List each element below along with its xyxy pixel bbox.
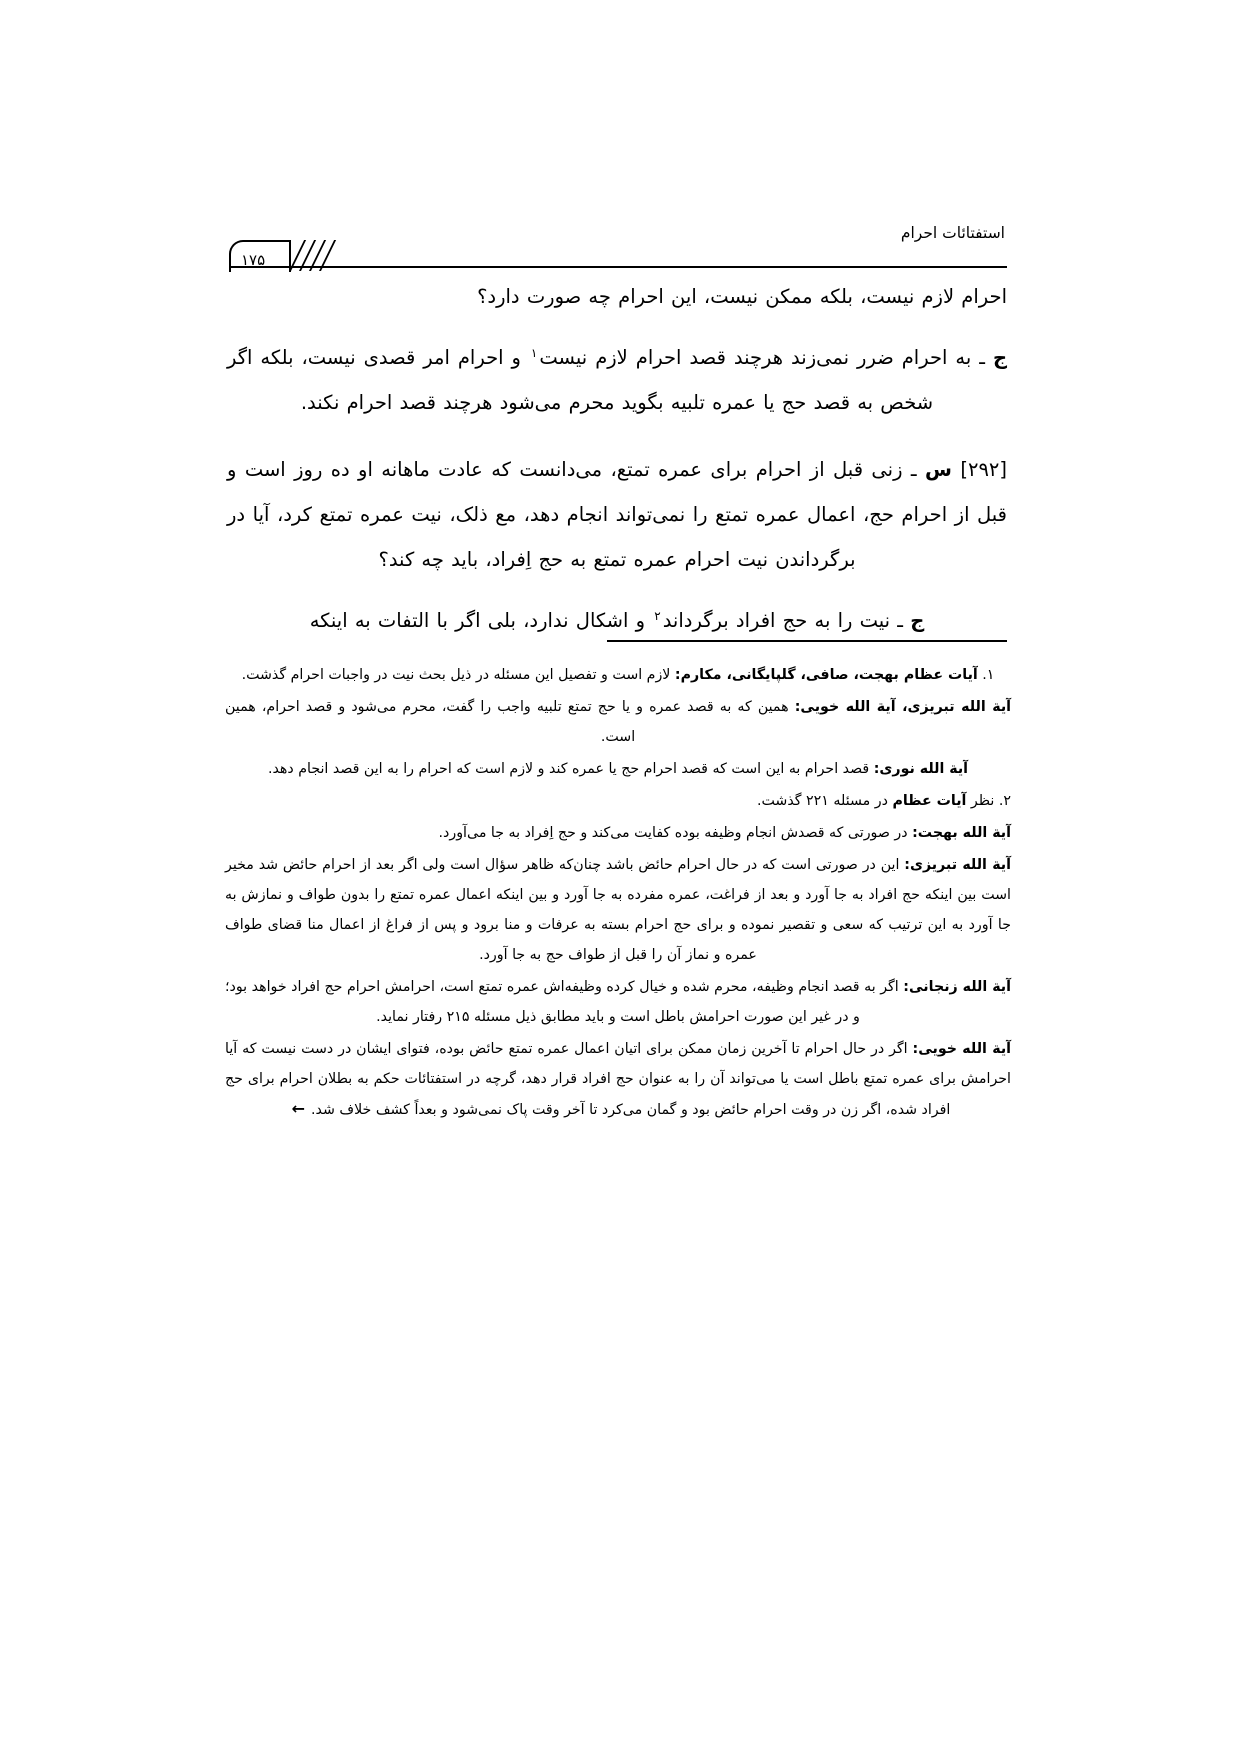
- footnote-area: [225, 660, 1011, 1127]
- answer-2-label: ج: [910, 609, 925, 632]
- footnote-1-text-b: همین که به قصد عمره و یا حج تمتع تلبیه واجب را گفت، محرم می‌شود و قصد احرام، همین است.: [225, 699, 789, 745]
- footnote-2-text-b: این در صورتی است که در حال احرام حائض باشد چنان‌که ظاهر سؤال است ولی اگر بعد از احرام حائض شد مخیر است بین اینکه حج افراد به جا آورد و بعد از فراغت، عمره مفرده به جا آورد و بین اینکه اعمال عمره تمتع را بدون طواف و نمازش به جا آورد به این ترتیب که سعی و تقصیر نموده و برای حج احرام بسته به عرفات و منا برود و پس از فراغ از اعمال منا قضای طواف عمره و نماز آن را قبل از طواف حج به جا آورد.: [225, 857, 1011, 963]
- page-number: ۱۷۵: [241, 251, 266, 269]
- footnote-ref-2: ۲: [654, 608, 661, 623]
- footnote-1: [225, 660, 1011, 690]
- running-title: استفتائات احرام: [900, 224, 1005, 242]
- footnote-1-marker: ۱.: [982, 667, 995, 683]
- footnote-1-authority-a: آیات عظام بهجت، صافی، گلپایگانی، مکارم:: [674, 667, 978, 683]
- footnote-2-entry-b: [225, 850, 1011, 970]
- paragraph-question-292: [227, 447, 1007, 582]
- footnote-2-text-d: اگر در حال احرام تا آخرین زمان ممکن برای اتیان اعمال عمره تمتع حائض بوده، فتوای ایشان در دست نیست که آیا احرامش برای عمره تمتع باطل است یا می‌تواند آن را به عنوان حج افراد قرار دهد، گرچه در استفتائات حکم به بطلان احرام برای حج افراد شده، اگر زن در وقت احرام حائض بود و گمان می‌کرد تا آخر وقت پاک نمی‌شود و بعداً کشف خلاف شد.: [225, 1041, 1011, 1118]
- body-text: [227, 274, 1007, 659]
- footnote-1-entry-b: [225, 692, 1011, 752]
- footnote-2-marker: ۲.: [998, 793, 1011, 809]
- footnote-2-text-c: اگر به قصد انجام وظیفه، محرم شده و خیال کرده وظیفه‌اش عمره تمتع است، احرامش احرام حج افراد خواهد بود؛ و در غیر این صورت احرامش باطل است و باید مطابق ذیل مسئله ۲۱۵ رفتار نماید.: [225, 979, 899, 1025]
- answer-2-text-before-note: نیت را به حج افراد برگرداند: [662, 609, 891, 632]
- footnote-2-entry-a: [225, 818, 1011, 848]
- footnote-1-authority-c: آیة الله نوری:: [873, 761, 969, 777]
- footnote-2-text-a: در صورتی که قصدش انجام وظیفه بوده کفایت می‌کند و حج اِفراد به جا می‌آورد.: [438, 825, 908, 841]
- paragraph-question-tail: احرام لازم نیست، بلکه ممکن نیست، این احرام چه صورت دارد؟: [477, 285, 1007, 308]
- footnote-1-entry-c: [225, 754, 1011, 784]
- answer-label: ج: [992, 346, 1007, 369]
- continuation-arrow-icon: ←: [291, 1099, 306, 1118]
- question-dash: ـ: [910, 458, 917, 481]
- footnote-2-authority-d: آیة الله خویی:: [912, 1041, 1012, 1057]
- answer-2-dash: ـ: [897, 609, 904, 632]
- footnote-2-authority-a: آیة الله بهجت:: [912, 825, 1011, 841]
- footnote-separator: [607, 640, 1007, 642]
- paragraph-answer-2: [227, 598, 1007, 643]
- question-number: [۲۹۲]: [960, 458, 1008, 481]
- question-text: زنی قبل از احرام برای عمره تمتع، می‌دانست که عادت ماهانه او ده روز است و قبل از احرام حج، اعمال عمره تمتع را نمی‌تواند انجام دهد، مع ذلک، نیت عمره تمتع کرد، آیا در برگرداندن نیت احرام عمره تمتع به حج اِفراد، باید چه کند؟: [227, 458, 1007, 571]
- footnote-2-authority-c: آیة الله زنجانی:: [903, 979, 1011, 995]
- footnote-2-lead-suffix: در مسئله ۲۲۱ گذشت.: [756, 793, 888, 809]
- footnote-1-text-c: قصد احرام به این است که قصد احرام حج یا عمره کند و لازم است که احرام را به این قصد انجام دهد.: [267, 761, 870, 777]
- footnote-1-authority-b: آیة الله تبریزی، آیة الله خویی:: [794, 699, 1012, 715]
- footnote-ref-1: ۱: [530, 345, 538, 360]
- footnote-2-authority-b: آیة الله تبریزی:: [904, 857, 1011, 873]
- answer-dash: ـ: [979, 346, 985, 369]
- paragraph-answer-1: [227, 335, 1007, 425]
- page-header: [229, 222, 1007, 268]
- footnote-2-entry-c: [225, 972, 1011, 1032]
- footnote-2: [225, 786, 1011, 816]
- footnote-2-entry-d: [225, 1034, 1011, 1125]
- footnote-2-lead-prefix: نظر: [970, 793, 995, 809]
- question-label: س: [925, 458, 952, 481]
- answer-2-text-after-note: و اشکال ندارد، بلی اگر با التفات به اینکه: [309, 609, 646, 632]
- footnote-1-text-a: لازم است و تفصیل این مسئله در ذیل بحث نیت در واجبات احرام گذشت.: [241, 667, 671, 683]
- answer-text-after-note: و احرام امر قصدی نیست، بلکه اگر شخص به قصد حج یا عمره تلبیه بگوید محرم می‌شود هرچند قصد احرام نکند.: [227, 346, 934, 414]
- header-rule: [229, 266, 1007, 268]
- answer-text-before-note: به احرام ضرر نمی‌زند هرچند قصد احرام لازم نیست: [539, 346, 972, 369]
- footnote-2-lead-authority: آیات عظام: [892, 793, 967, 809]
